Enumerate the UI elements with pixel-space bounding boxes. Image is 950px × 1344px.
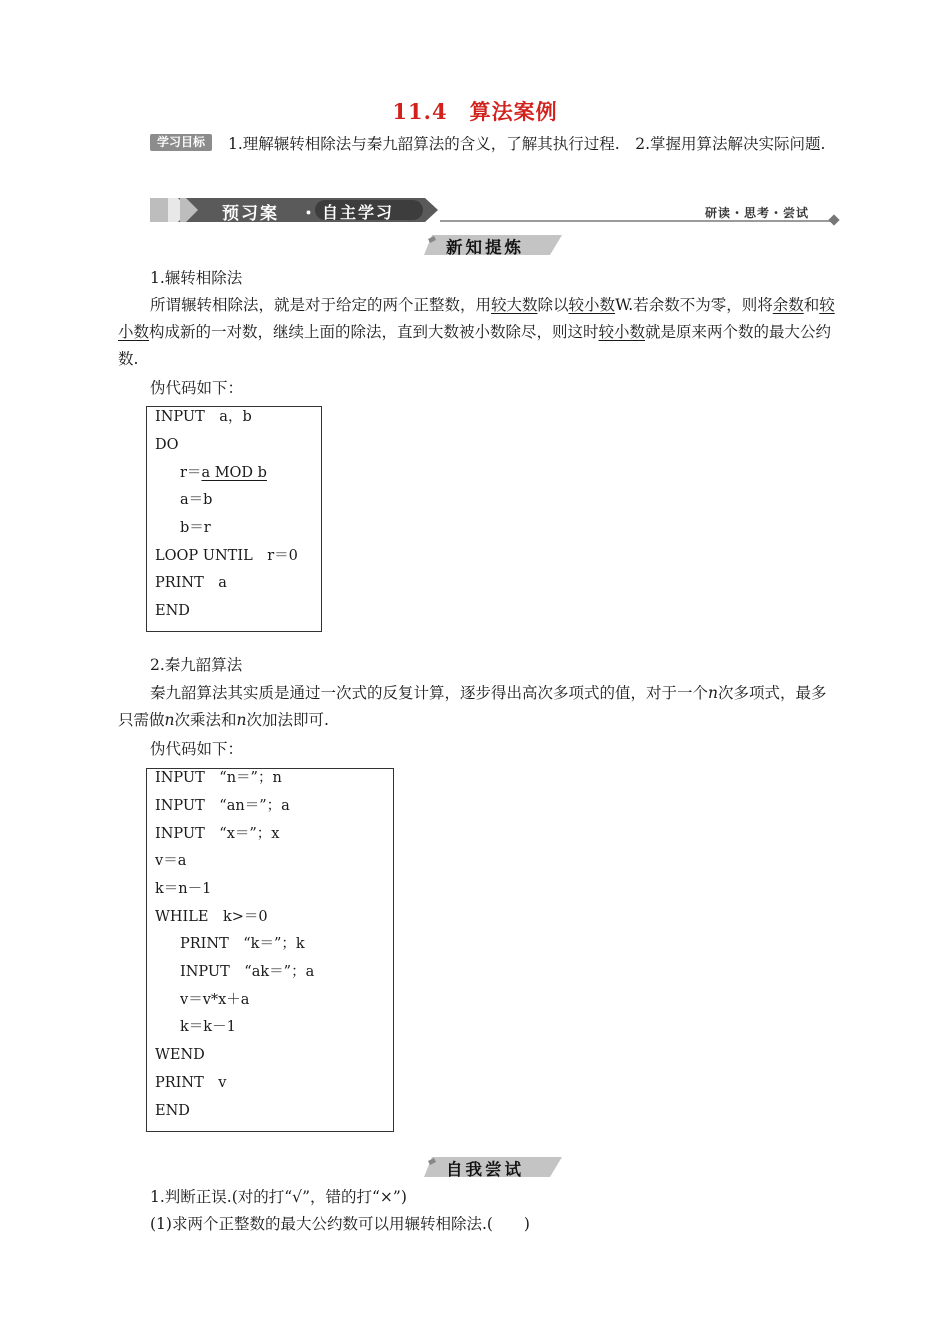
section-tag-label: 自我尝试 — [446, 1160, 524, 1179]
learning-goal-text: 1.理解辗转相除法与秦九韶算法的含义，了解其执行过程. 2.掌握用算法解决实际问题. — [228, 135, 826, 153]
text-run: 秦九韶算法其实质是通过一次式的反复计算，逐步得出高次多项式的值，对于一个 — [150, 684, 709, 702]
code-line: PRINT v — [155, 1075, 227, 1091]
italic-n: n — [708, 684, 718, 702]
underlined-term: 余数 — [772, 296, 804, 314]
section-tag-label: 新知提炼 — [446, 238, 524, 257]
page-title: 11.4 算法案例 — [392, 99, 558, 124]
text-run: 就是原来两个数的最大公约数. — [118, 323, 832, 368]
code-line: INPUT “an＝”；a — [155, 798, 290, 814]
code-intro-2: 伪代码如下： — [150, 740, 244, 758]
preview-banner — [150, 196, 440, 224]
code-line: PRINT “k＝”；k — [180, 936, 305, 952]
code-line: END — [155, 603, 190, 619]
code-line: INPUT a，b — [155, 409, 252, 425]
exercise-question-1-1: (1)求两个正整数的最大公约数可以用辗转相除法.( ) — [150, 1215, 530, 1233]
banner-right-label: 研读・思考・尝试 — [705, 206, 810, 220]
text-run: 次加法即可. — [246, 711, 329, 729]
code-line: v＝v*x＋a — [180, 992, 250, 1008]
code-line: b＝r — [180, 520, 211, 536]
code-text: r＝ — [180, 465, 202, 481]
section-2-heading: 2.秦九韶算法 — [150, 656, 243, 674]
underlined-term: 较小数 — [118, 296, 835, 341]
text-run: W.若余数不为零，则将 — [615, 296, 773, 314]
section-1-heading: 1.辗转相除法 — [150, 269, 243, 287]
code-underlined: a MOD b — [201, 465, 267, 481]
code-line: PRINT a — [155, 575, 227, 591]
learning-goal-badge: 学习目标 — [150, 134, 212, 151]
code-line: v＝a — [155, 853, 187, 869]
code-line — [180, 459, 267, 487]
text-run: 除以 — [537, 296, 569, 314]
section-2-paragraph — [118, 680, 835, 734]
text-run: 所谓辗转相除法，就是对于给定的两个正整数，用 — [150, 296, 492, 314]
underlined-term: 较小数 — [568, 296, 616, 314]
banner-middle-label: 自主学习 — [322, 203, 395, 222]
code-line: k＝n－1 — [155, 881, 212, 897]
code-line: INPUT “ak＝”；a — [180, 964, 315, 980]
code-intro-1: 伪代码如下： — [150, 379, 244, 397]
exercise-question-1: 1.判断正误.(对的打“√”，错的打“×”) — [150, 1188, 407, 1206]
section-tag-self-try — [424, 1155, 564, 1179]
italic-n: n — [236, 711, 247, 729]
code-box-euclid — [146, 406, 322, 632]
code-line: INPUT “n＝”；n — [155, 770, 282, 786]
underlined-term: 较小数 — [598, 323, 646, 341]
text-run: 次多项式，最多只需做 — [118, 684, 827, 729]
section-1-paragraph — [118, 292, 835, 373]
banner-dot: ・ — [300, 204, 317, 224]
code-line: INPUT “x＝”；x — [155, 826, 280, 842]
text-run: 构成新的一对数，继续上面的除法，直到大数被小数除尽，则这时 — [149, 323, 599, 341]
code-box-horner — [146, 768, 394, 1132]
text-run: 次乘法和 — [174, 711, 237, 729]
section-tag-new-knowledge — [424, 233, 564, 257]
underlined-term: 较大数 — [491, 296, 538, 314]
banner-left-label: 预习案 — [222, 204, 279, 224]
text-run: 和 — [803, 296, 820, 314]
code-line: LOOP UNTIL r＝0 — [155, 548, 298, 564]
code-line: k＝k－1 — [180, 1019, 236, 1035]
italic-n: n — [164, 711, 175, 729]
banner-diamond-icon — [828, 214, 839, 225]
code-line: WEND — [155, 1047, 205, 1063]
code-line: END — [155, 1103, 190, 1119]
code-line: WHILE k>＝0 — [155, 909, 268, 925]
code-line: a＝b — [180, 492, 213, 508]
code-line: DO — [155, 437, 179, 453]
